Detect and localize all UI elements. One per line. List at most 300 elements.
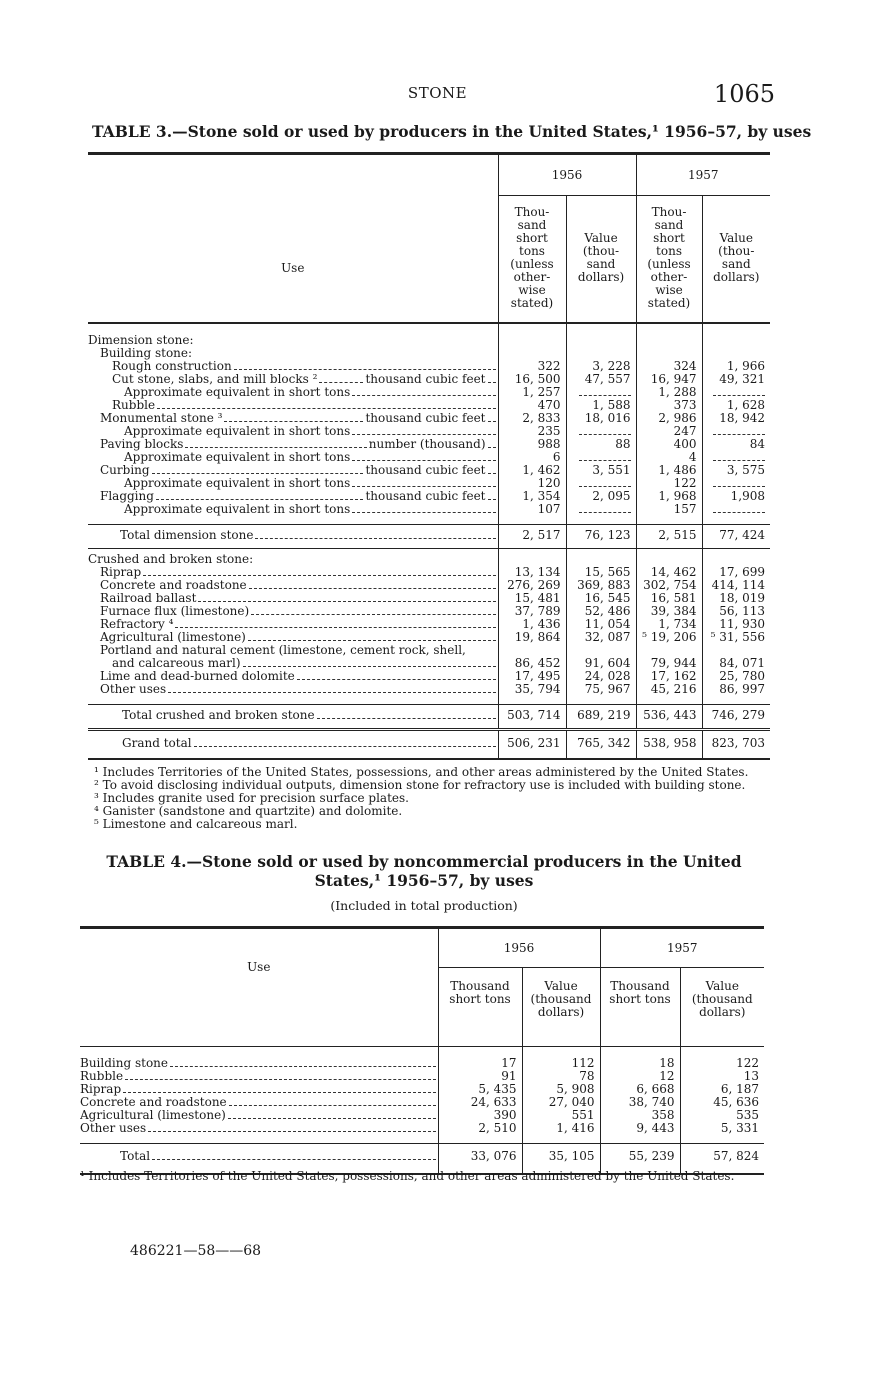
table4-row-1-leader (125, 1079, 435, 1080)
table4-total-leader (152, 1159, 435, 1160)
table4-row-1-value-3: 13 (680, 1070, 764, 1083)
table3-row-11-label-cell (88, 477, 498, 490)
table3-row-4-dash-3 (713, 387, 765, 396)
table3-row-5-value-2: 373 (636, 399, 702, 412)
table3-row-7-label: Approximate equivalent in short tons (124, 425, 351, 438)
table4-row-0-value-0: 17 (438, 1057, 522, 1070)
table3-crushed-row-8-label-cell (88, 657, 498, 670)
table3-crushed-row-9-value-0: 17, 495 (498, 670, 566, 683)
table3-row-2-value-1: 3, 228 (566, 360, 636, 373)
table3-crushed-row-9-label-cell (88, 670, 498, 683)
table3-row-9-value-2: 4 (636, 451, 702, 464)
table3-row-7-leader (352, 434, 495, 435)
table3-crushed-row-10-label-cell (88, 683, 498, 696)
table4-row-2-leader (123, 1092, 435, 1093)
table4-row-5-value-1: 1, 416 (522, 1122, 600, 1135)
table3-row-2-label-wrap (88, 360, 498, 373)
table4-footnote: ¹ Includes Territories of the United States, possessions, and other areas administered by the United States. (80, 1169, 735, 1183)
table3-grand-total-label-cell (88, 730, 498, 760)
table3-row-4-value-0: 1, 257 (498, 386, 566, 399)
table4-year-1956: 1956 (438, 928, 600, 968)
table4-row-3-value-1: 27, 040 (522, 1096, 600, 1109)
table4-row-1-label-cell (80, 1070, 438, 1083)
table3-crushed-row-1-value-2: 14, 462 (636, 566, 702, 579)
table3-row-7-value-2: 247 (636, 425, 702, 438)
table3-row-2-value-3: 1, 966 (702, 360, 770, 373)
table3-crushed-row-0-label-wrap (88, 553, 498, 566)
table3-row-2-value-2: 324 (636, 360, 702, 373)
table3-row-3-label-wrap (88, 373, 498, 386)
table3-total-crushed-label-wrap (88, 709, 498, 722)
table4-row-2-label-cell (80, 1083, 438, 1096)
table3-crushed-row-1-value-3: 17, 699 (702, 566, 770, 579)
table3-crushed-row-3-value-0: 15, 481 (498, 592, 566, 605)
table4-row-5-value-3: 5, 331 (680, 1122, 764, 1135)
table3-grand-total-label-wrap (88, 737, 498, 750)
table4-row-2-label: Riprap (80, 1083, 122, 1096)
table3-crushed-row-8-leader (243, 666, 496, 667)
table3-crushed-row-2-value-1: 369, 883 (566, 579, 636, 592)
table3-row-11-label: Approximate equivalent in short tons (124, 477, 351, 490)
table3-total-dimension-value-0: 2, 517 (498, 525, 566, 549)
table3-crushed-row-10-value-1: 75, 967 (566, 683, 636, 696)
table3-row-11-value-0: 120 (498, 477, 566, 490)
table3-row-3-label-cell (88, 373, 498, 386)
table3-row-10-value-1: 3, 551 (566, 464, 636, 477)
table3-crushed-row-3-value-1: 16, 545 (566, 592, 636, 605)
table3-crushed-row-4-leader (251, 614, 495, 615)
table3-crushed-row-3-value-3: 18, 019 (702, 592, 770, 605)
table3-row-10-unit: thousand cubic feet (365, 464, 486, 477)
table4-row-4-value-1: 551 (522, 1109, 600, 1122)
table3-row-6-unit: thousand cubic feet (365, 412, 486, 425)
table3-row-13-value-2: 157 (636, 503, 702, 516)
table4-total-value-3: 57, 824 (680, 1144, 764, 1175)
table3-row-13-value-1 (566, 503, 636, 516)
table4-row-5-label: Other uses (80, 1122, 147, 1135)
table3-row-4-value-2: 1, 288 (636, 386, 702, 399)
table4-row-3-label: Concrete and roadstone (80, 1096, 227, 1109)
table3-row-10-label: Curbing (100, 464, 150, 477)
table3-row-3-value-2: 16, 947 (636, 373, 702, 386)
table4-row-4-label-cell (80, 1109, 438, 1122)
table4-row-4-value-0: 390 (438, 1109, 522, 1122)
table3-row-11-value-2: 122 (636, 477, 702, 490)
table3-crushed-row-5-leader (175, 627, 495, 628)
table4 (80, 926, 764, 1175)
table3-row-5-value-1: 1, 588 (566, 399, 636, 412)
table4-row-4-value-3: 535 (680, 1109, 764, 1122)
table3-crushed-row-1-label-wrap (88, 566, 498, 579)
table4-row-0-label-cell (80, 1057, 438, 1070)
table3-crushed-row-6-value-2: ⁵ 19, 206 (636, 631, 702, 644)
table3-crushed-row-0-label: Crushed and broken stone: (88, 553, 254, 566)
table3-crushed-row-1-value-1: 15, 565 (566, 566, 636, 579)
table3-row (88, 347, 770, 360)
table3-crushed-row-9-value-3: 25, 780 (702, 670, 770, 683)
table3-crushed-row-2-label-wrap (88, 579, 498, 592)
table3-total-crushed-row (88, 705, 770, 730)
table3-row-4-label-wrap (88, 386, 498, 399)
table3-crushed-row-2-label-cell (88, 579, 498, 592)
table3-crushed-row (88, 683, 770, 696)
table3-row-13-leader (352, 512, 495, 513)
running-head: STONE (407, 84, 468, 102)
table3-row-3-leader (319, 382, 363, 383)
table3-row-4-dash-1 (579, 387, 631, 396)
table3-row-3-leader-2 (488, 382, 496, 383)
table3-crushed-row-2-label: Concrete and roadstone (100, 579, 247, 592)
table4-use-header: Use (80, 928, 438, 1047)
table3-crushed-row-9-label: Lime and dead-burned dolomite (100, 670, 295, 683)
table3-crushed-row-9-label-wrap (88, 670, 498, 683)
table4-row-5-label-cell (80, 1122, 438, 1135)
table3-value-1957-header: Value (thou- sand dollars) (702, 196, 770, 324)
table4-row-0-value-3: 122 (680, 1057, 764, 1070)
table3-row-8-value-2: 400 (636, 438, 702, 451)
table3-grand-total-value-3: 823, 703 (702, 730, 770, 760)
table4-row-4-leader (228, 1118, 436, 1119)
table3-row-6-label-cell (88, 412, 498, 425)
table4-row-1-value-0: 91 (438, 1070, 522, 1083)
table3-tons-1957-header: Thou- sand short tons (unless other- wise stated) (636, 196, 702, 324)
table3-row-5-label-wrap (88, 399, 498, 412)
table3-row-8-leader-2 (488, 447, 496, 448)
table3-crushed-row-4-value-1: 52, 486 (566, 605, 636, 618)
table3-total-crushed-label-cell (88, 705, 498, 730)
table3-row-6-leader-2 (488, 421, 496, 422)
table4-row-1-label: Rubble (80, 1070, 124, 1083)
table4-row-0-value-1: 112 (522, 1057, 600, 1070)
table3-row-6-value-0: 2, 833 (498, 412, 566, 425)
table3-row (88, 425, 770, 438)
table3-row-7-label-cell (88, 425, 498, 438)
table4-subtitle: (Included in total production) (330, 898, 518, 913)
table3-crushed-row-6-value-3: ⁵ 31, 556 (702, 631, 770, 644)
table3-row-8-leader (185, 447, 366, 448)
table3-total-dimension-value-1: 76, 123 (566, 525, 636, 549)
table3-crushed-row-6-label-wrap (88, 631, 498, 644)
table3-row-9-value-0: 6 (498, 451, 566, 464)
table3-crushed-row-10-label: Other uses (100, 683, 167, 696)
table3-row-0-label: Dimension stone: (88, 334, 194, 347)
table4-row-0-leader (170, 1066, 435, 1067)
table3-row-1-label: Building stone: (100, 347, 193, 360)
table4-total-label: Total (120, 1150, 151, 1163)
table3 (88, 152, 770, 760)
table3-row-7-dash-1 (579, 426, 631, 435)
table3-row-10-value-3: 3, 575 (702, 464, 770, 477)
table3-row-5-leader (157, 408, 495, 409)
table3-row-13-value-0: 107 (498, 503, 566, 516)
table3-total-dimension-label-cell (88, 525, 498, 549)
table4-row-0-label: Building stone (80, 1057, 169, 1070)
table3-total-dimension-label-wrap (88, 529, 498, 542)
table3-row-13-label-cell (88, 503, 498, 516)
table4-row-2-value-1: 5, 908 (522, 1083, 600, 1096)
table4-row-4-label-wrap (80, 1109, 438, 1122)
table3-crushed-row-4-value-2: 39, 384 (636, 605, 702, 618)
table3-row-0-value-2 (636, 334, 702, 347)
table3-use-header: Use (88, 154, 498, 324)
table4-row-5-value-2: 9, 443 (600, 1122, 680, 1135)
table3-row-3-value-3: 49, 321 (702, 373, 770, 386)
table3-crushed-row-2-value-0: 276, 269 (498, 579, 566, 592)
table4-row-0-value-2: 18 (600, 1057, 680, 1070)
table3-crushed-row-2-value-3: 414, 114 (702, 579, 770, 592)
table3-crushed-row-2-leader (249, 588, 496, 589)
table3-row-3-value-0: 16, 500 (498, 373, 566, 386)
table3-total-dimension-value-3: 77, 424 (702, 525, 770, 549)
table4-row-5-value-0: 2, 510 (438, 1122, 522, 1135)
table3-row-5-label: Rubble (112, 399, 156, 412)
table3-crushed-row-1-value-0: 13, 134 (498, 566, 566, 579)
table3-row-7-label-wrap (88, 425, 498, 438)
table3-row-5-value-0: 470 (498, 399, 566, 412)
table3-row-0-value-0 (498, 334, 566, 347)
table4-total-label-wrap (80, 1150, 438, 1163)
table4-row-1-value-1: 78 (522, 1070, 600, 1083)
table3-row-7-dash-3 (713, 426, 765, 435)
table3-row (88, 490, 770, 503)
table3-crushed-row-9-leader (297, 679, 496, 680)
table3-crushed-row-6-label: Agricultural (limestone) (100, 631, 246, 644)
table4-value-1957-header: Value (thousand dollars) (680, 968, 764, 1047)
table3-footnotes (94, 766, 748, 831)
table3-crushed-row-3-label: Railroad ballast (100, 592, 197, 605)
page-number: 1065 (713, 80, 775, 108)
table3-row-2-label-cell (88, 360, 498, 373)
table3-row-12-value-2: 1, 968 (636, 490, 702, 503)
table3-crushed-row-3-leader (198, 601, 495, 602)
table3-crushed-row-8-value-2: 79, 944 (636, 657, 702, 670)
table3-crushed-row (88, 631, 770, 644)
table4-row-5-leader (148, 1131, 435, 1132)
table3-crushed-row-1-leader (143, 575, 495, 576)
table3-row-8-value-0: 988 (498, 438, 566, 451)
table3-row-9-dash-1 (579, 452, 631, 461)
table3-crushed-row-5-label-cell (88, 618, 498, 631)
table4-total-value-1: 35, 105 (522, 1144, 600, 1175)
table3-crushed-row-3-label-wrap (88, 592, 498, 605)
table4-row-5-label-wrap (80, 1122, 438, 1135)
table3-total-dimension-leader (255, 538, 495, 539)
table3-crushed-row-8-label: and calcareous marl) (112, 657, 241, 670)
table3-row-5-label-cell (88, 399, 498, 412)
table4-title: TABLE 4.—Stone sold or used by noncommercial producers in the United States,¹ 1956–57, by uses (106, 852, 742, 890)
table4-row-2-label-wrap (80, 1083, 438, 1096)
table3-total-crushed-value-3: 746, 279 (702, 705, 770, 730)
table4-row-3-value-2: 38, 740 (600, 1096, 680, 1109)
table3-footnote-2: ² To avoid disclosing individual outputs, dimension stone for refractory use is included with building stone. (94, 778, 746, 792)
table3-grand-total-row (88, 730, 770, 760)
table3-crushed-row-5-value-3: 11, 930 (702, 618, 770, 631)
table3-crushed-row-3-value-2: 16, 581 (636, 592, 702, 605)
table3-row-8-value-3: 84 (702, 438, 770, 451)
table3-year-1956: 1956 (498, 154, 636, 196)
table4-row-2-value-3: 6, 187 (680, 1083, 764, 1096)
table3-row-10-value-0: 1, 462 (498, 464, 566, 477)
table3-row-9-leader (352, 460, 495, 461)
table3-row-12-value-1: 2, 095 (566, 490, 636, 503)
table3-crushed-row-5-label: Refractory ⁴ (100, 618, 174, 631)
table3-row-6-value-3: 18, 942 (702, 412, 770, 425)
table3-row-8-label: Paving blocks (100, 438, 184, 451)
table3-row-9-label-wrap (88, 451, 498, 464)
table3-row-11-label-wrap (88, 477, 498, 490)
table3-row-4-label: Approximate equivalent in short tons (124, 386, 351, 399)
table3-grand-total-value-2: 538, 958 (636, 730, 702, 760)
table4-year-1957: 1957 (600, 928, 764, 968)
table3-total-dimension-label: Total dimension stone (120, 529, 254, 542)
table3-crushed-row-1-label: Riprap (100, 566, 142, 579)
table3-spacer-1 (88, 516, 770, 525)
table3-row-12-value-0: 1, 354 (498, 490, 566, 503)
table3-grand-total-leader (194, 746, 496, 747)
table3-row-13-dash-3 (713, 504, 765, 513)
table3-crushed-row-4-label-cell (88, 605, 498, 618)
table3-crushed-row-4-label-wrap (88, 605, 498, 618)
table3-crushed-row-4-value-3: 56, 113 (702, 605, 770, 618)
table3-grand-total-value-0: 506, 231 (498, 730, 566, 760)
table3-row-11-dash-3 (713, 478, 765, 487)
table3-row-0-value-3 (702, 334, 770, 347)
table3-total-crushed-value-1: 689, 219 (566, 705, 636, 730)
table3-row-2-label: Rough construction (112, 360, 232, 373)
table3-total-crushed-leader (317, 718, 496, 719)
table3-row-7-value-0: 235 (498, 425, 566, 438)
table3-crushed-row-6-value-1: 32, 087 (566, 631, 636, 644)
table3-crushed-row-7-label-cell (88, 644, 498, 657)
table3-row-6-label-wrap (88, 412, 498, 425)
table3-crushed-row-3-label-cell (88, 592, 498, 605)
table4-row-4-label: Agricultural (limestone) (80, 1109, 226, 1122)
table3-row-13-value-3 (702, 503, 770, 516)
table3-footnote-3: ³ Includes granite used for precision surface plates. (94, 791, 409, 805)
table3-row-12-leader (156, 499, 364, 500)
table3-row-11-dash-1 (579, 478, 631, 487)
table4-tons-1957-header: Thousand short tons (600, 968, 680, 1047)
table3-crushed-row-6-value-0: 19, 864 (498, 631, 566, 644)
table3-crushed-row-4-label: Furnace flux (limestone) (100, 605, 250, 618)
table3-row-3-value-1: 47, 557 (566, 373, 636, 386)
table4-row-3-leader (229, 1105, 436, 1106)
table3-crushed-row-6-label-cell (88, 631, 498, 644)
table3-crushed-row-8-value-3: 84, 071 (702, 657, 770, 670)
table3-crushed-row-5-value-2: 1, 734 (636, 618, 702, 631)
table3-row (88, 464, 770, 477)
table3-year-1957: 1957 (636, 154, 770, 196)
table3-crushed-row-10-leader (168, 692, 495, 693)
table3-row-12-value-3: 1,908 (702, 490, 770, 503)
table3-total-crushed-value-2: 536, 443 (636, 705, 702, 730)
table3-row-4-label-cell (88, 386, 498, 399)
table3-crushed-row-8-value-1: 91, 604 (566, 657, 636, 670)
table3-row-13-label: Approximate equivalent in short tons (124, 503, 351, 516)
table4-spacer-1 (80, 1135, 764, 1144)
table3-row-12-unit: thousand cubic feet (365, 490, 486, 503)
table3-row-6-leader (224, 421, 363, 422)
table3-total-dimension-row (88, 525, 770, 549)
table3-row (88, 438, 770, 451)
table3-row-8-label-wrap (88, 438, 498, 451)
table3-row-12-leader-2 (488, 499, 496, 500)
table3-row (88, 386, 770, 399)
table3-row-13-label-wrap (88, 503, 498, 516)
table3-crushed-row-0-label-cell (88, 553, 498, 566)
table3-row-1-label-wrap (88, 347, 498, 360)
table4-total-value-0: 33, 076 (438, 1144, 522, 1175)
table3-footnote-5: ⁵ Limestone and calcareous marl. (94, 817, 298, 831)
table3-row-3-unit: thousand cubic feet (365, 373, 486, 386)
table3-row-12-label-wrap (88, 490, 498, 503)
table3-row-0-label-cell (88, 334, 498, 347)
table3-crushed-row-9-value-1: 24, 028 (566, 670, 636, 683)
table4-row-3-label-wrap (80, 1096, 438, 1109)
table3-row (88, 334, 770, 347)
table3-row-8-unit: number (thousand) (368, 438, 486, 451)
table3-row-9-dash-3 (713, 452, 765, 461)
table3-row-8-value-1: 88 (566, 438, 636, 451)
table3-crushed-row-6-leader (248, 640, 496, 641)
table4-row-1-label-wrap (80, 1070, 438, 1083)
table4-row (80, 1122, 764, 1135)
printer-imprint: 486221—58——68 (130, 1243, 262, 1259)
table3-row-5-value-3: 1, 628 (702, 399, 770, 412)
table3-crushed-row-10-value-3: 86, 997 (702, 683, 770, 696)
table3-crushed-row-4-value-0: 37, 789 (498, 605, 566, 618)
table3-spacer-top (88, 323, 770, 334)
table3-row-2-leader (234, 369, 496, 370)
table3-total-crushed-label: Total crushed and broken stone (122, 709, 315, 722)
table3-row-10-value-2: 1, 486 (636, 464, 702, 477)
table3-row-8-label-cell (88, 438, 498, 451)
table3-row-12-label: Flagging (100, 490, 154, 503)
table3-row-1-label-cell (88, 347, 498, 360)
table3-crushed-row-8-label-wrap (88, 657, 498, 670)
table3-crushed-row-2-value-2: 302, 754 (636, 579, 702, 592)
table3-row-0-label-wrap (88, 334, 498, 347)
table4-row-2-value-0: 5, 435 (438, 1083, 522, 1096)
table4-row-2-value-2: 6, 668 (600, 1083, 680, 1096)
table3-row-13-dash-1 (579, 504, 631, 513)
table3-row-9-label: Approximate equivalent in short tons (124, 451, 351, 464)
table4-total-value-2: 55, 239 (600, 1144, 680, 1175)
table3-row-6-value-1: 18, 016 (566, 412, 636, 425)
table3-row-10-label-wrap (88, 464, 498, 477)
table3-row-10-leader (152, 473, 364, 474)
table3-row-3-label: Cut stone, slabs, and mill blocks ² (112, 373, 318, 386)
table3-crushed-row-1-label-cell (88, 566, 498, 579)
table3-row-10-leader-2 (488, 473, 496, 474)
table3-crushed-row-10-value-2: 45, 216 (636, 683, 702, 696)
table4-value-1956-header: Value (thousand dollars) (522, 968, 600, 1047)
table3-tons-1956-header: Thou- sand short tons (unless other- wise stated) (498, 196, 566, 324)
table3-row (88, 503, 770, 516)
table3-crushed-row-10-label-wrap (88, 683, 498, 696)
table3-title: TABLE 3.—Stone sold or used by producers in the United States,¹ 1956–57, by uses (92, 122, 812, 141)
table3-crushed-row-9-value-2: 17, 162 (636, 670, 702, 683)
table4-row-3-label-cell (80, 1096, 438, 1109)
table3-row-12-label-cell (88, 490, 498, 503)
table4-row-1-value-2: 12 (600, 1070, 680, 1083)
table3-footnote-4: ⁴ Ganister (sandstone and quartzite) and dolomite. (94, 804, 403, 818)
table4-row-3-value-3: 45, 636 (680, 1096, 764, 1109)
table4-row-3-value-0: 24, 633 (438, 1096, 522, 1109)
table3-spacer-3 (88, 696, 770, 705)
table3-row-4-leader (352, 395, 495, 396)
table3-crushed-row-7-label: Portland and natural cement (limestone, cement rock, shell, (100, 644, 466, 657)
